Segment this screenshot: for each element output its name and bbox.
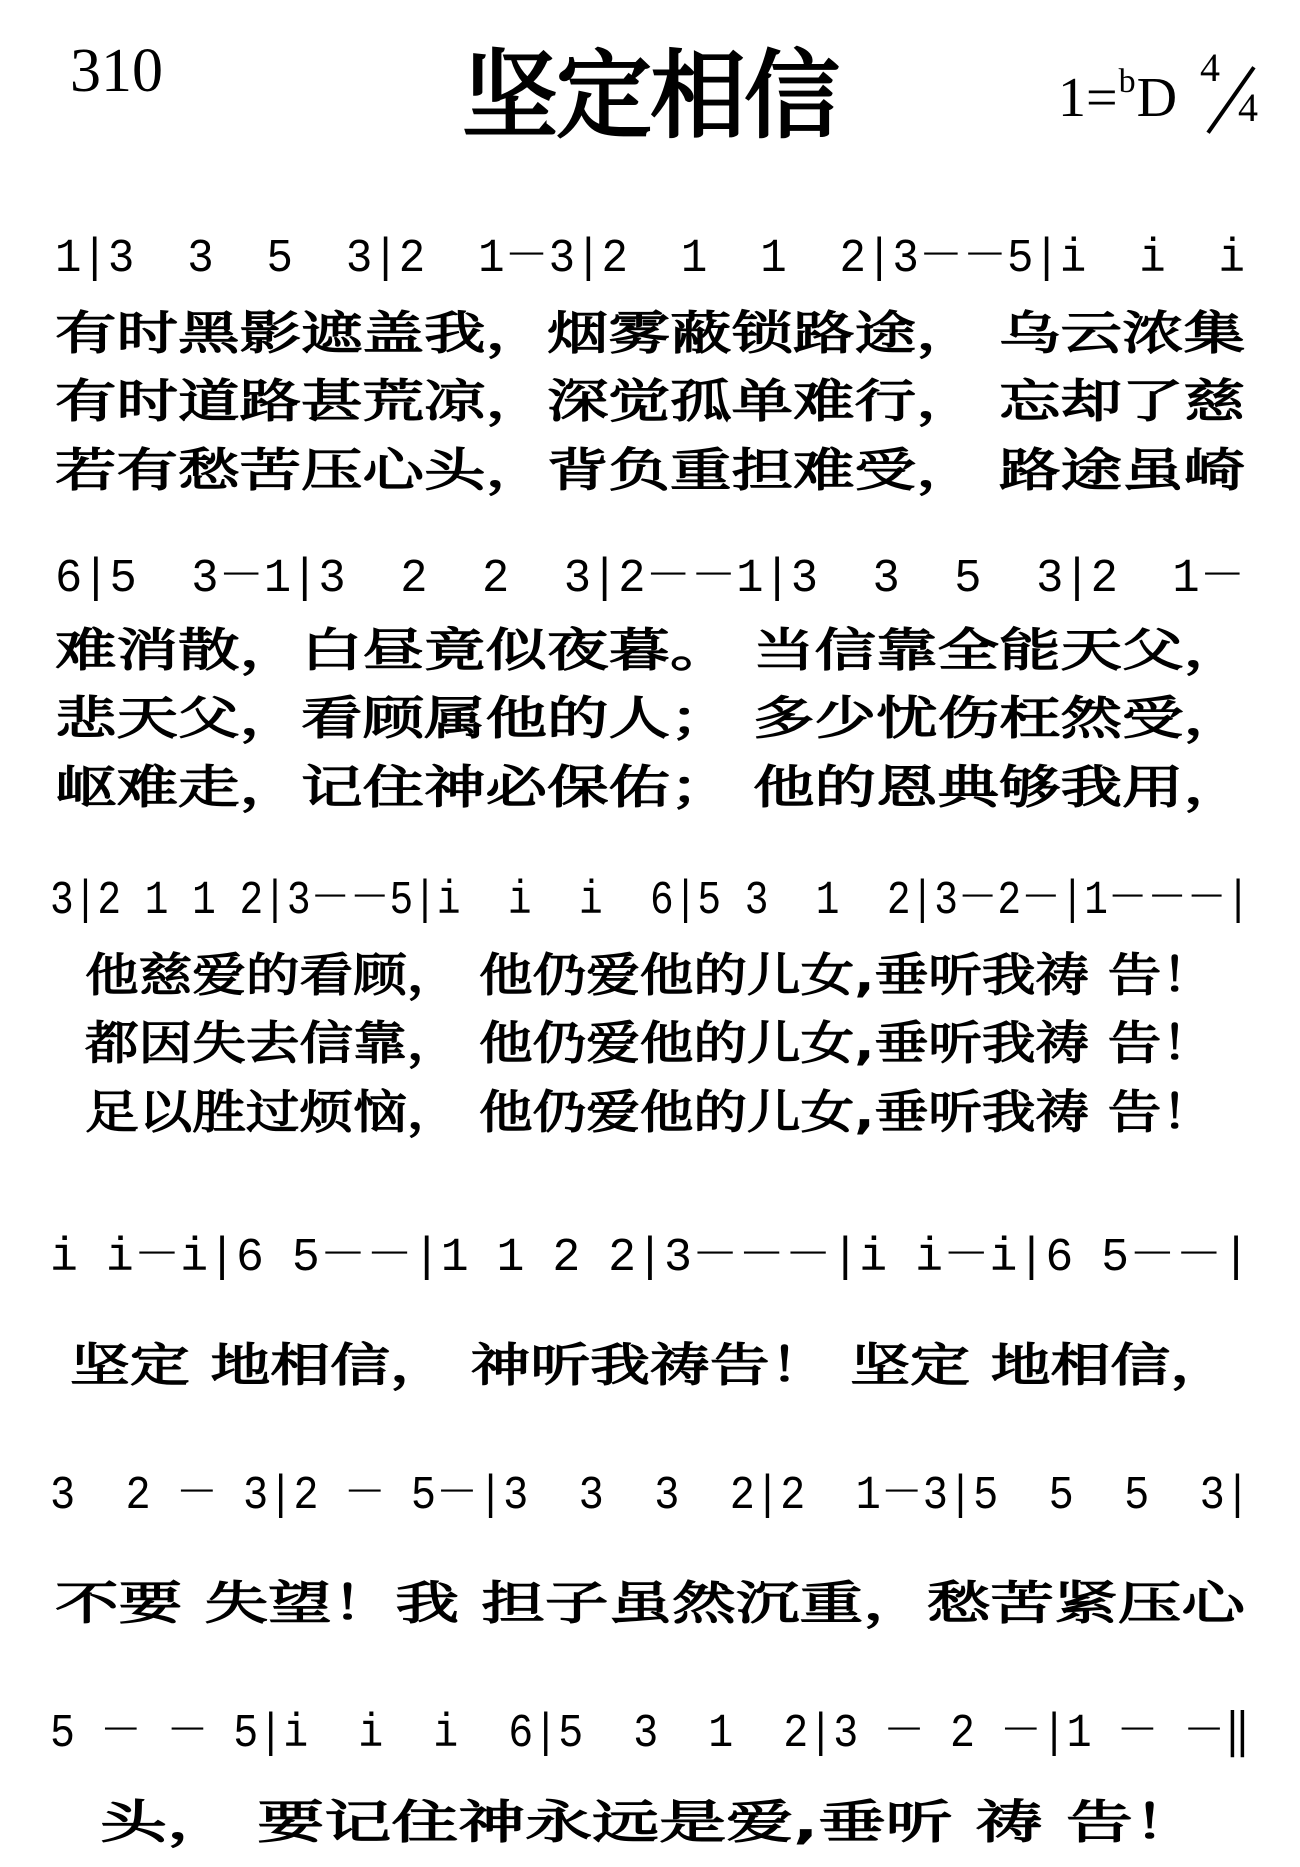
hymn-title: 坚定相信 — [462, 40, 838, 152]
notation-line-4: i i－i|6 5－－|1 1 2 2|3－－－|i i－i|6 5－－| — [50, 1232, 1250, 1285]
key-signature — [1058, 63, 1178, 129]
lyric-line-1-verse-1: 有时黑影遮盖我，烟雾蔽锁路途， 乌云浓集 — [55, 306, 1245, 360]
lyric-line-1-verse-2: 有时道路甚荒凉，深觉孤单难行， 忘却了慈 — [55, 374, 1245, 428]
lyric-line-2-verse-2: 悲天父，看顾属他的人； 多少忧伤枉然受， — [55, 691, 1245, 745]
lyric-line-2-verse-1: 难消散，白昼竟似夜暮。 当信靠全能天父， — [55, 623, 1245, 677]
time-numerator: 4 — [1200, 45, 1220, 90]
lyric-line-3-verse-3: 足以胜过烦恼， 他仍爱他的儿女,垂听我祷 告！ — [85, 1085, 1215, 1139]
lyric-line-2-verse-3: 岖难走，记住神必保佑； 他的恩典够我用， — [55, 760, 1245, 814]
lyric-line-1-verse-3: 若有愁苦压心头，背负重担难受， 路途虽崎 — [55, 443, 1245, 497]
notation-line-5: 3 2 － 3|2 － 5－|3 3 3 2|2 1－3|5 5 5 3| — [50, 1470, 1250, 1523]
time-denominator: 4 — [1238, 85, 1258, 130]
lyric-line-3-verse-1: 他慈爱的看顾， 他仍爱他的儿女,垂听我祷 告！ — [85, 948, 1215, 1002]
notation-line-3: 3|2 1 1 2|3－－5|i i i 6|5 3 1 2|3－2－|1－－－| — [50, 875, 1250, 928]
key-prefix: 1= — [1058, 67, 1118, 129]
lyric-line-3-verse-2: 都因失去信靠， 他仍爱他的儿女,垂听我祷 告！ — [85, 1016, 1215, 1070]
time-signature — [1198, 45, 1268, 138]
key-flat: b — [1118, 63, 1136, 100]
notation-line-2: 6|5 3－1|3 2 2 3|2－－1|3 3 5 3|2 1－ — [55, 553, 1245, 606]
lyric-line-6: 头， 要记住神永远是爱,垂听 祷 告！ — [100, 1795, 1200, 1849]
lyric-line-4: 坚定 地相信， 神听我祷告！ 坚定 地相信， — [70, 1338, 1230, 1392]
key-note: D — [1136, 67, 1178, 129]
hymn-number: 310 — [70, 37, 163, 105]
notation-line-1: 1|3 3 5 3|2 1－3|2 1 1 2|3－－5|i i i — [55, 233, 1245, 286]
notation-line-6: 5 － － 5|i i i 6|5 3 1 2|3 － 2 －|1 － －‖ — [50, 1708, 1250, 1761]
lyric-line-5: 不要 失望！我 担子虽然沉重，愁苦紧压心 — [55, 1576, 1245, 1630]
